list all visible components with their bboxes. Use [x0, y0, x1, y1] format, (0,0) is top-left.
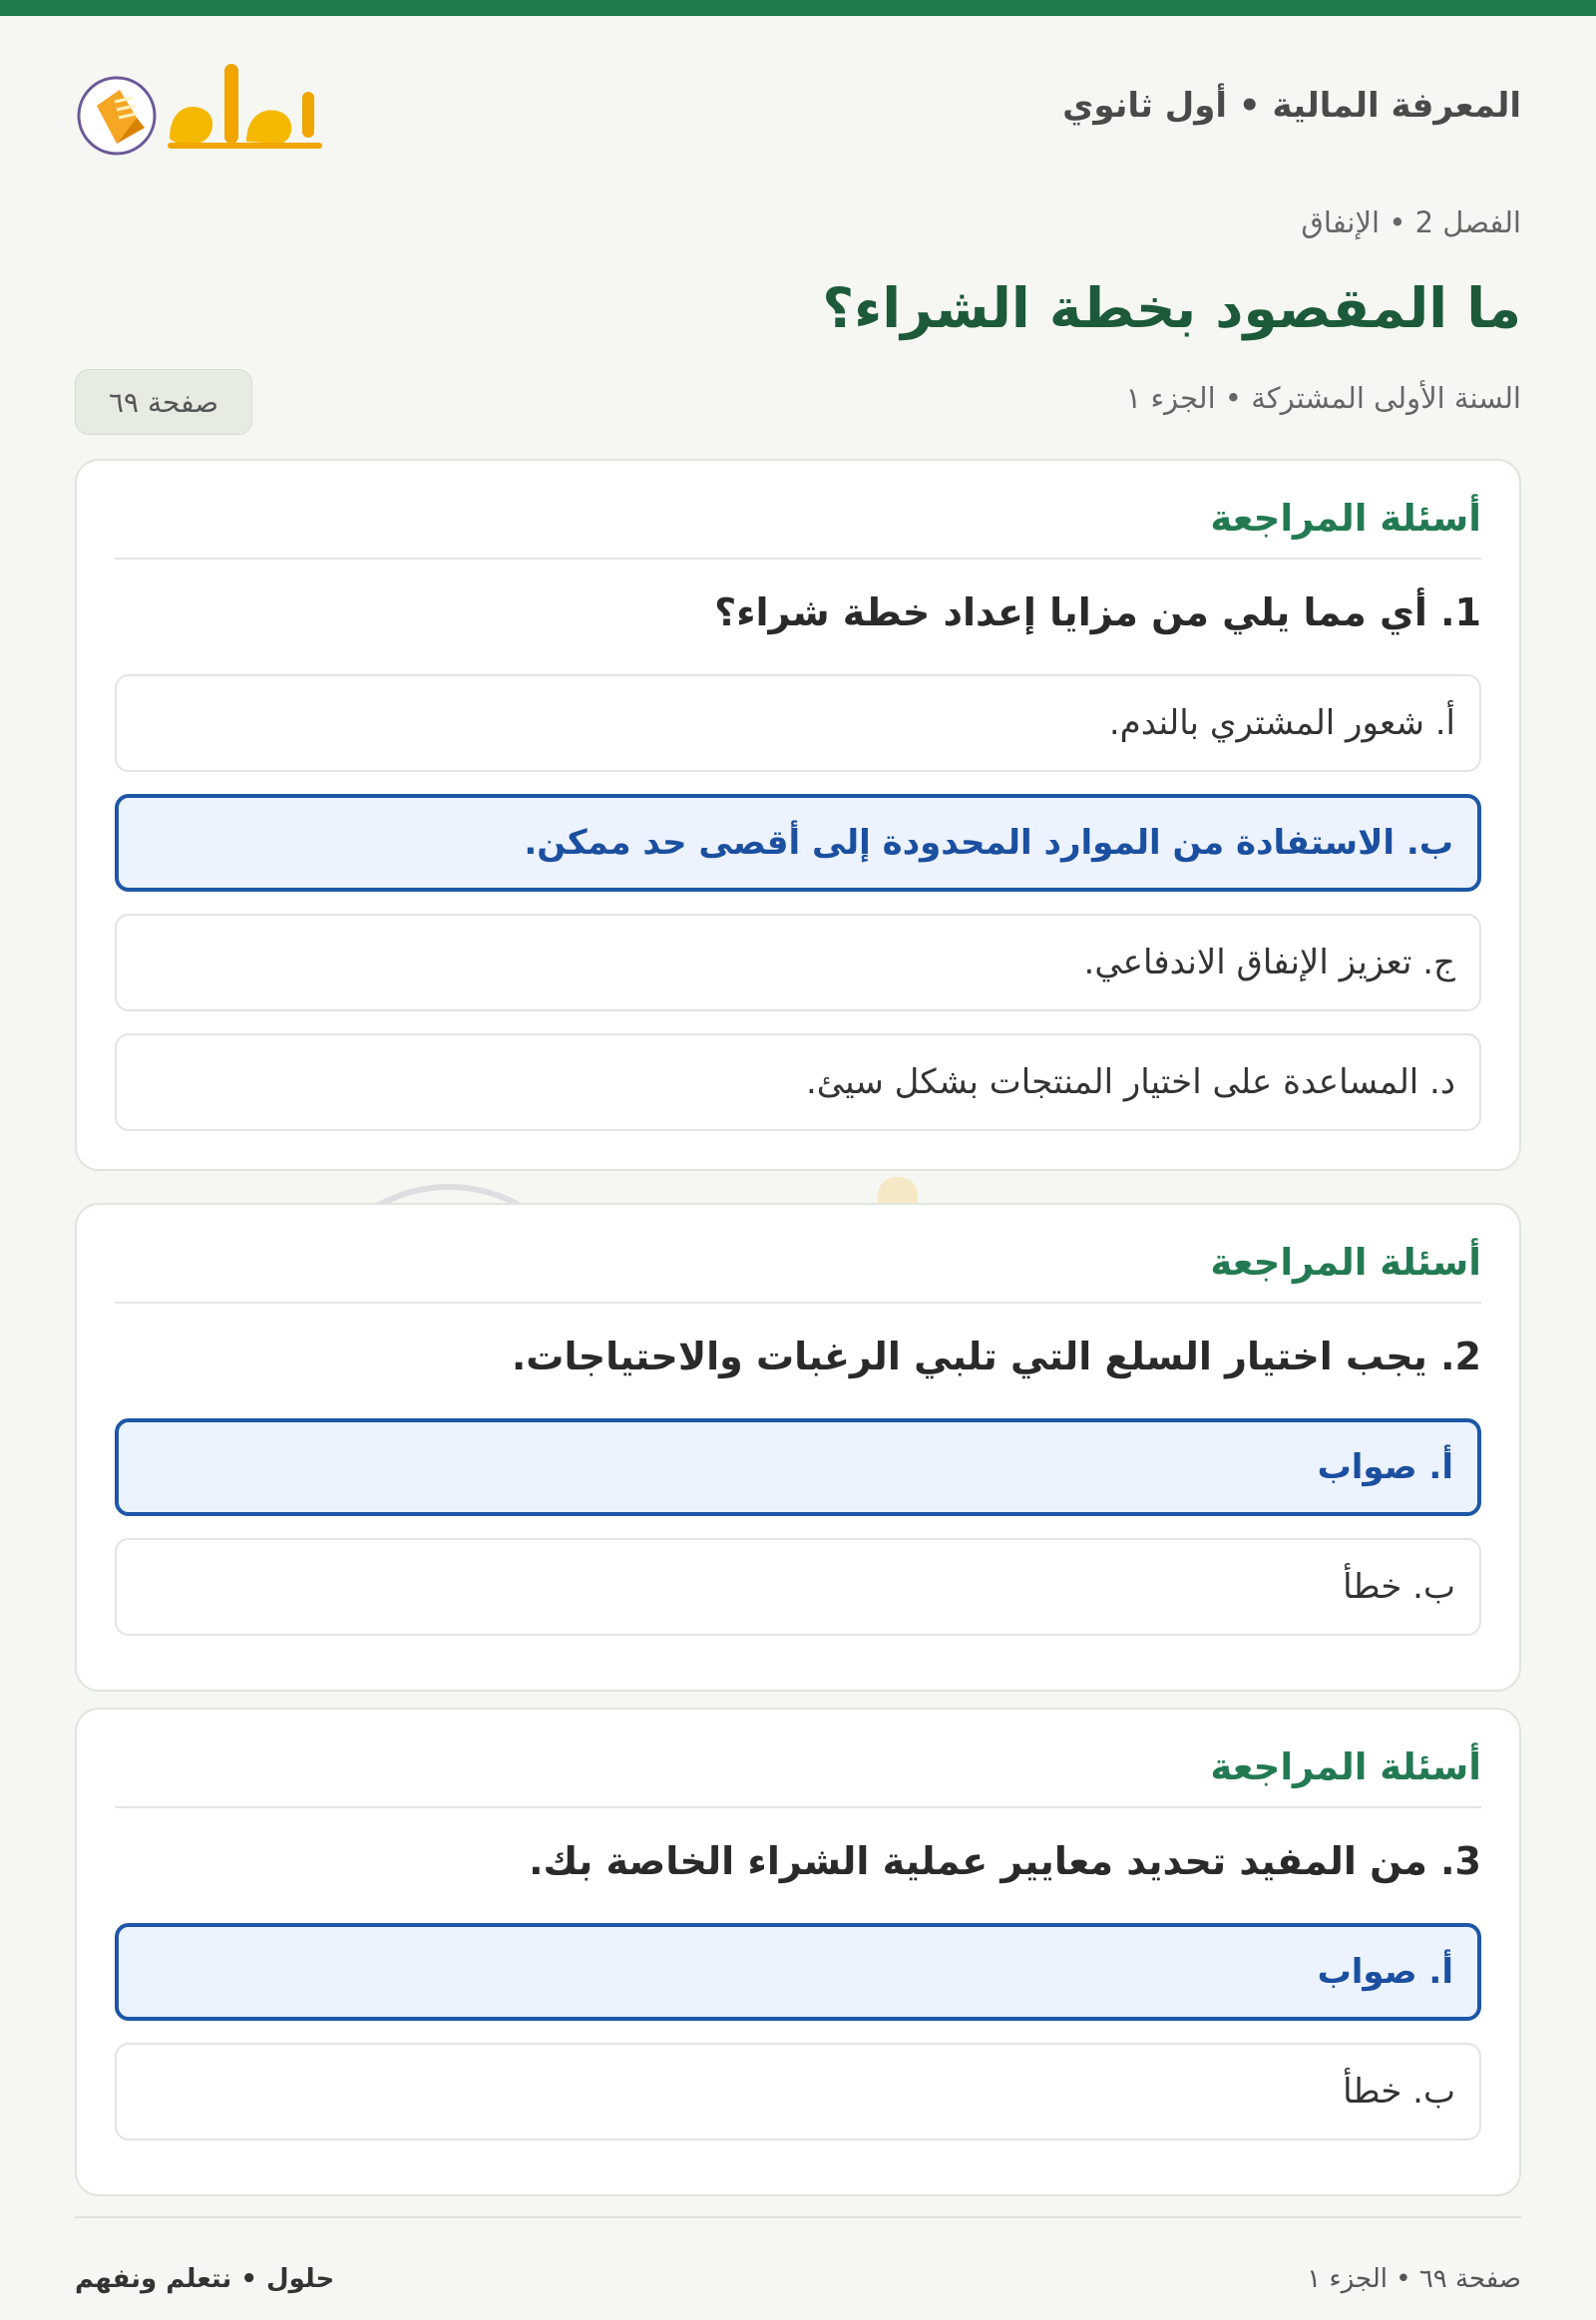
option-b-selected[interactable]: ب. الاستفادة من الموارد المحدودة إلى أقصى حد ممكن.: [115, 794, 1481, 892]
footer-page-info: صفحة ٦٩ • الجزء ١: [1307, 2264, 1521, 2294]
footer-brand: حلول • نتعلم ونفهم: [75, 2264, 335, 2294]
section-heading: أسئلة المراجعة: [115, 497, 1481, 560]
option-false[interactable]: ب. خطأ: [115, 1538, 1481, 1636]
option-d[interactable]: د. المساعدة على اختيار المنتجات بشكل سيئ.: [115, 1033, 1481, 1131]
top-accent-bar: [0, 0, 1596, 16]
chapter-label: الفصل 2 • الإنفاق: [1301, 205, 1521, 239]
section-heading: أسئلة المراجعة: [115, 1241, 1481, 1304]
option-a[interactable]: أ. شعور المشتري بالندم.: [115, 674, 1481, 772]
question-text: 3. من المفيد تحديد معايير عملية الشراء الخاصة بك.: [529, 1839, 1481, 1883]
question-text: 2. يجب اختيار السلع التي تلبي الرغبات والاحتياجات.: [511, 1335, 1481, 1378]
option-c[interactable]: ج. تعزيز الإنفاق الاندفاعي.: [115, 914, 1481, 1011]
page-number-badge: صفحة ٦٩: [75, 369, 252, 435]
option-true-selected[interactable]: أ. صواب: [115, 1923, 1481, 2021]
year-part-label: السنة الأولى المشتركة • الجزء ١: [1125, 381, 1521, 415]
question-card-1: [75, 459, 1521, 1171]
question-card-3: [75, 1708, 1521, 2196]
meta-row: [75, 369, 1521, 437]
section-heading: أسئلة المراجعة: [115, 1745, 1481, 1808]
page-title: ما المقصود بخطة الشراء؟: [822, 276, 1521, 340]
option-true-selected[interactable]: أ. صواب: [115, 1418, 1481, 1516]
subject-title: المعرفة المالية • أول ثانوي: [1062, 86, 1521, 126]
footer-divider: [75, 2216, 1521, 2218]
hulul-logo-icon: [75, 54, 334, 164]
page-header: [75, 16, 1521, 166]
option-false[interactable]: ب. خطأ: [115, 2043, 1481, 2140]
page-content: [75, 16, 1521, 2320]
question-card-2: [75, 1203, 1521, 1692]
question-text: 1. أي مما يلي من مزايا إعداد خطة شراء؟: [714, 590, 1481, 634]
